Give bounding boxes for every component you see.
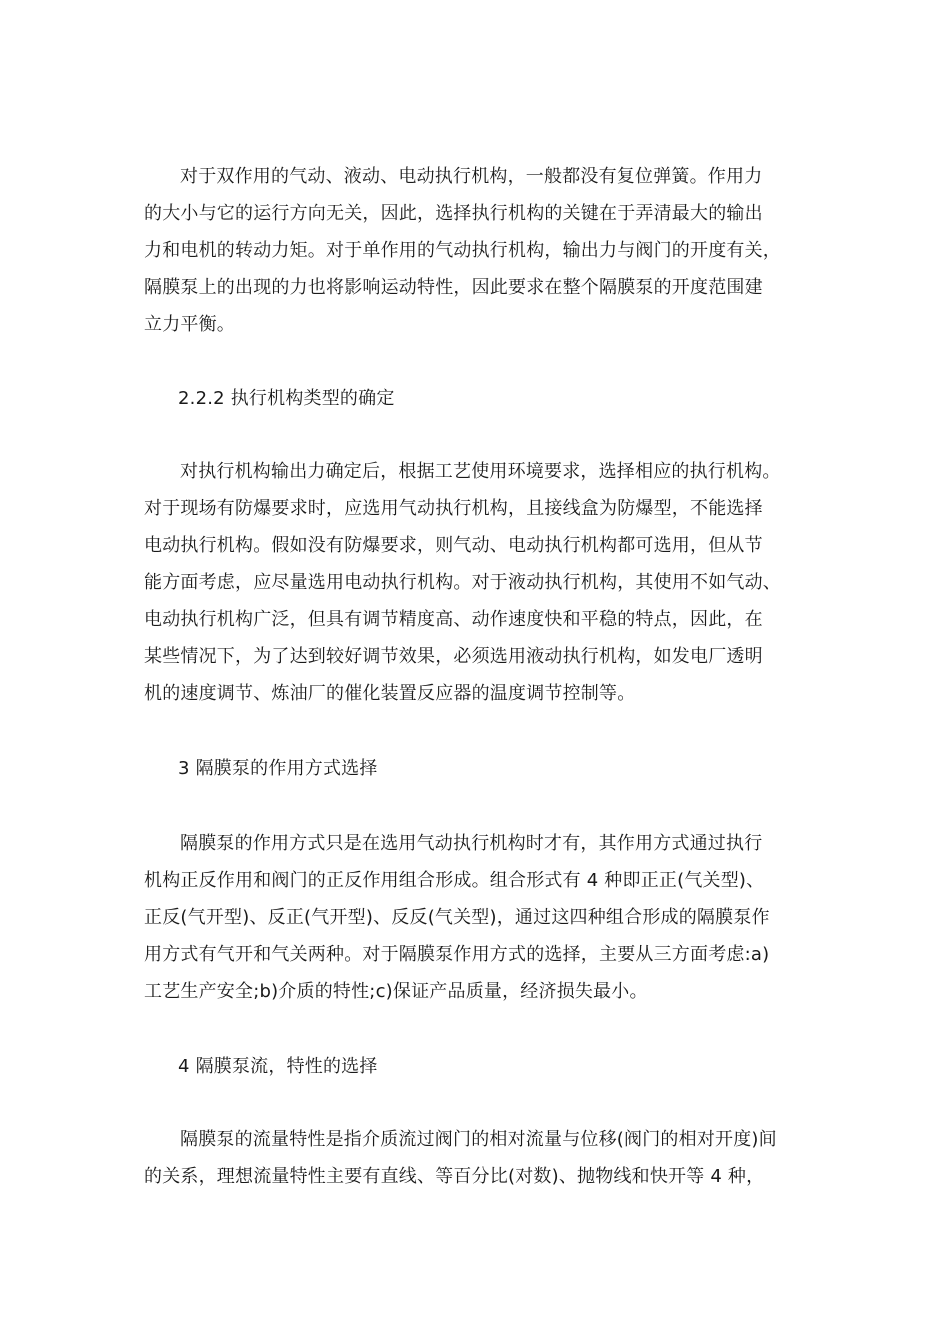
text-line: 的关系，理想流量特性主要有直线、等百分比(对数)、抛物线和快开等 4 种， — [144, 1166, 765, 1187]
text-line: 某些情况下，为了达到较好调节效果，必须选用液动执行机构，如发电厂透明 — [144, 646, 763, 667]
text-line: 对执行机构输出力确定后，根据工艺使用环境要求，选择相应的执行机构。 — [180, 461, 781, 482]
text-line: 机的速度调节、炼油厂的催化装置反应器的温度调节控制等。 — [144, 683, 636, 704]
text-line: 隔膜泵上的出现的力也将影响运动特性，因此要求在整个隔膜泵的开度范围建 — [144, 277, 763, 298]
paragraph-double-acting-actuators — [144, 158, 812, 343]
text-line: 正反(气开型)、反正(气开型)、反反(气关型)，通过这四种组合形成的隔膜泵作 — [144, 907, 770, 928]
text-line: 对于现场有防爆要求时，应选用气动执行机构，且接线盒为防爆型，不能选择 — [144, 498, 763, 519]
text-line: 用方式有气开和气关两种。对于隔膜泵作用方式的选择，主要从三方面考虑:a) — [144, 944, 770, 965]
text-line: 电动执行机构广泛，但具有调节精度高、动作速度快和平稳的特点，因此，在 — [144, 609, 763, 630]
text-line: 立力平衡。 — [144, 314, 235, 335]
text-line: 工艺生产安全;b)介质的特性;c)保证产品质量，经济损失最小。 — [144, 981, 648, 1002]
paragraph-action-mode — [144, 825, 812, 1010]
section-heading-3: 3 隔膜泵的作用方式选择 — [178, 758, 378, 779]
section-heading-4: 4 隔膜泵流，特性的选择 — [178, 1056, 378, 1077]
section-heading-2-2-2: 2.2.2 执行机构类型的确定 — [178, 388, 395, 409]
text-line: 能方面考虑，应尽量选用电动执行机构。对于液动执行机构，其使用不如气动、 — [144, 572, 781, 593]
paragraph-actuator-type — [144, 453, 812, 712]
text-line: 力和电机的转动力矩。对于单作用的气动执行机构，输出力与阀门的开度有关， — [144, 240, 781, 261]
text-line: 机构正反作用和阀门的正反作用组合形成。组合形式有 4 种即正正(气关型)、 — [144, 870, 765, 891]
text-line: 的大小与它的运行方向无关，因此，选择执行机构的关键在于弄清最大的输出 — [144, 203, 763, 224]
text-line: 电动执行机构。假如没有防爆要求，则气动、电动执行机构都可选用，但从节 — [144, 535, 763, 556]
text-line: 隔膜泵的作用方式只是在选用气动执行机构时才有，其作用方式通过执行 — [180, 833, 763, 854]
paragraph-flow-characteristics — [144, 1121, 812, 1195]
text-line: 对于双作用的气动、液动、电动执行机构，一般都没有复位弹簧。作用力 — [180, 166, 763, 187]
text-line: 隔膜泵的流量特性是指介质流过阀门的相对流量与位移(阀门的相对开度)间 — [180, 1129, 777, 1150]
